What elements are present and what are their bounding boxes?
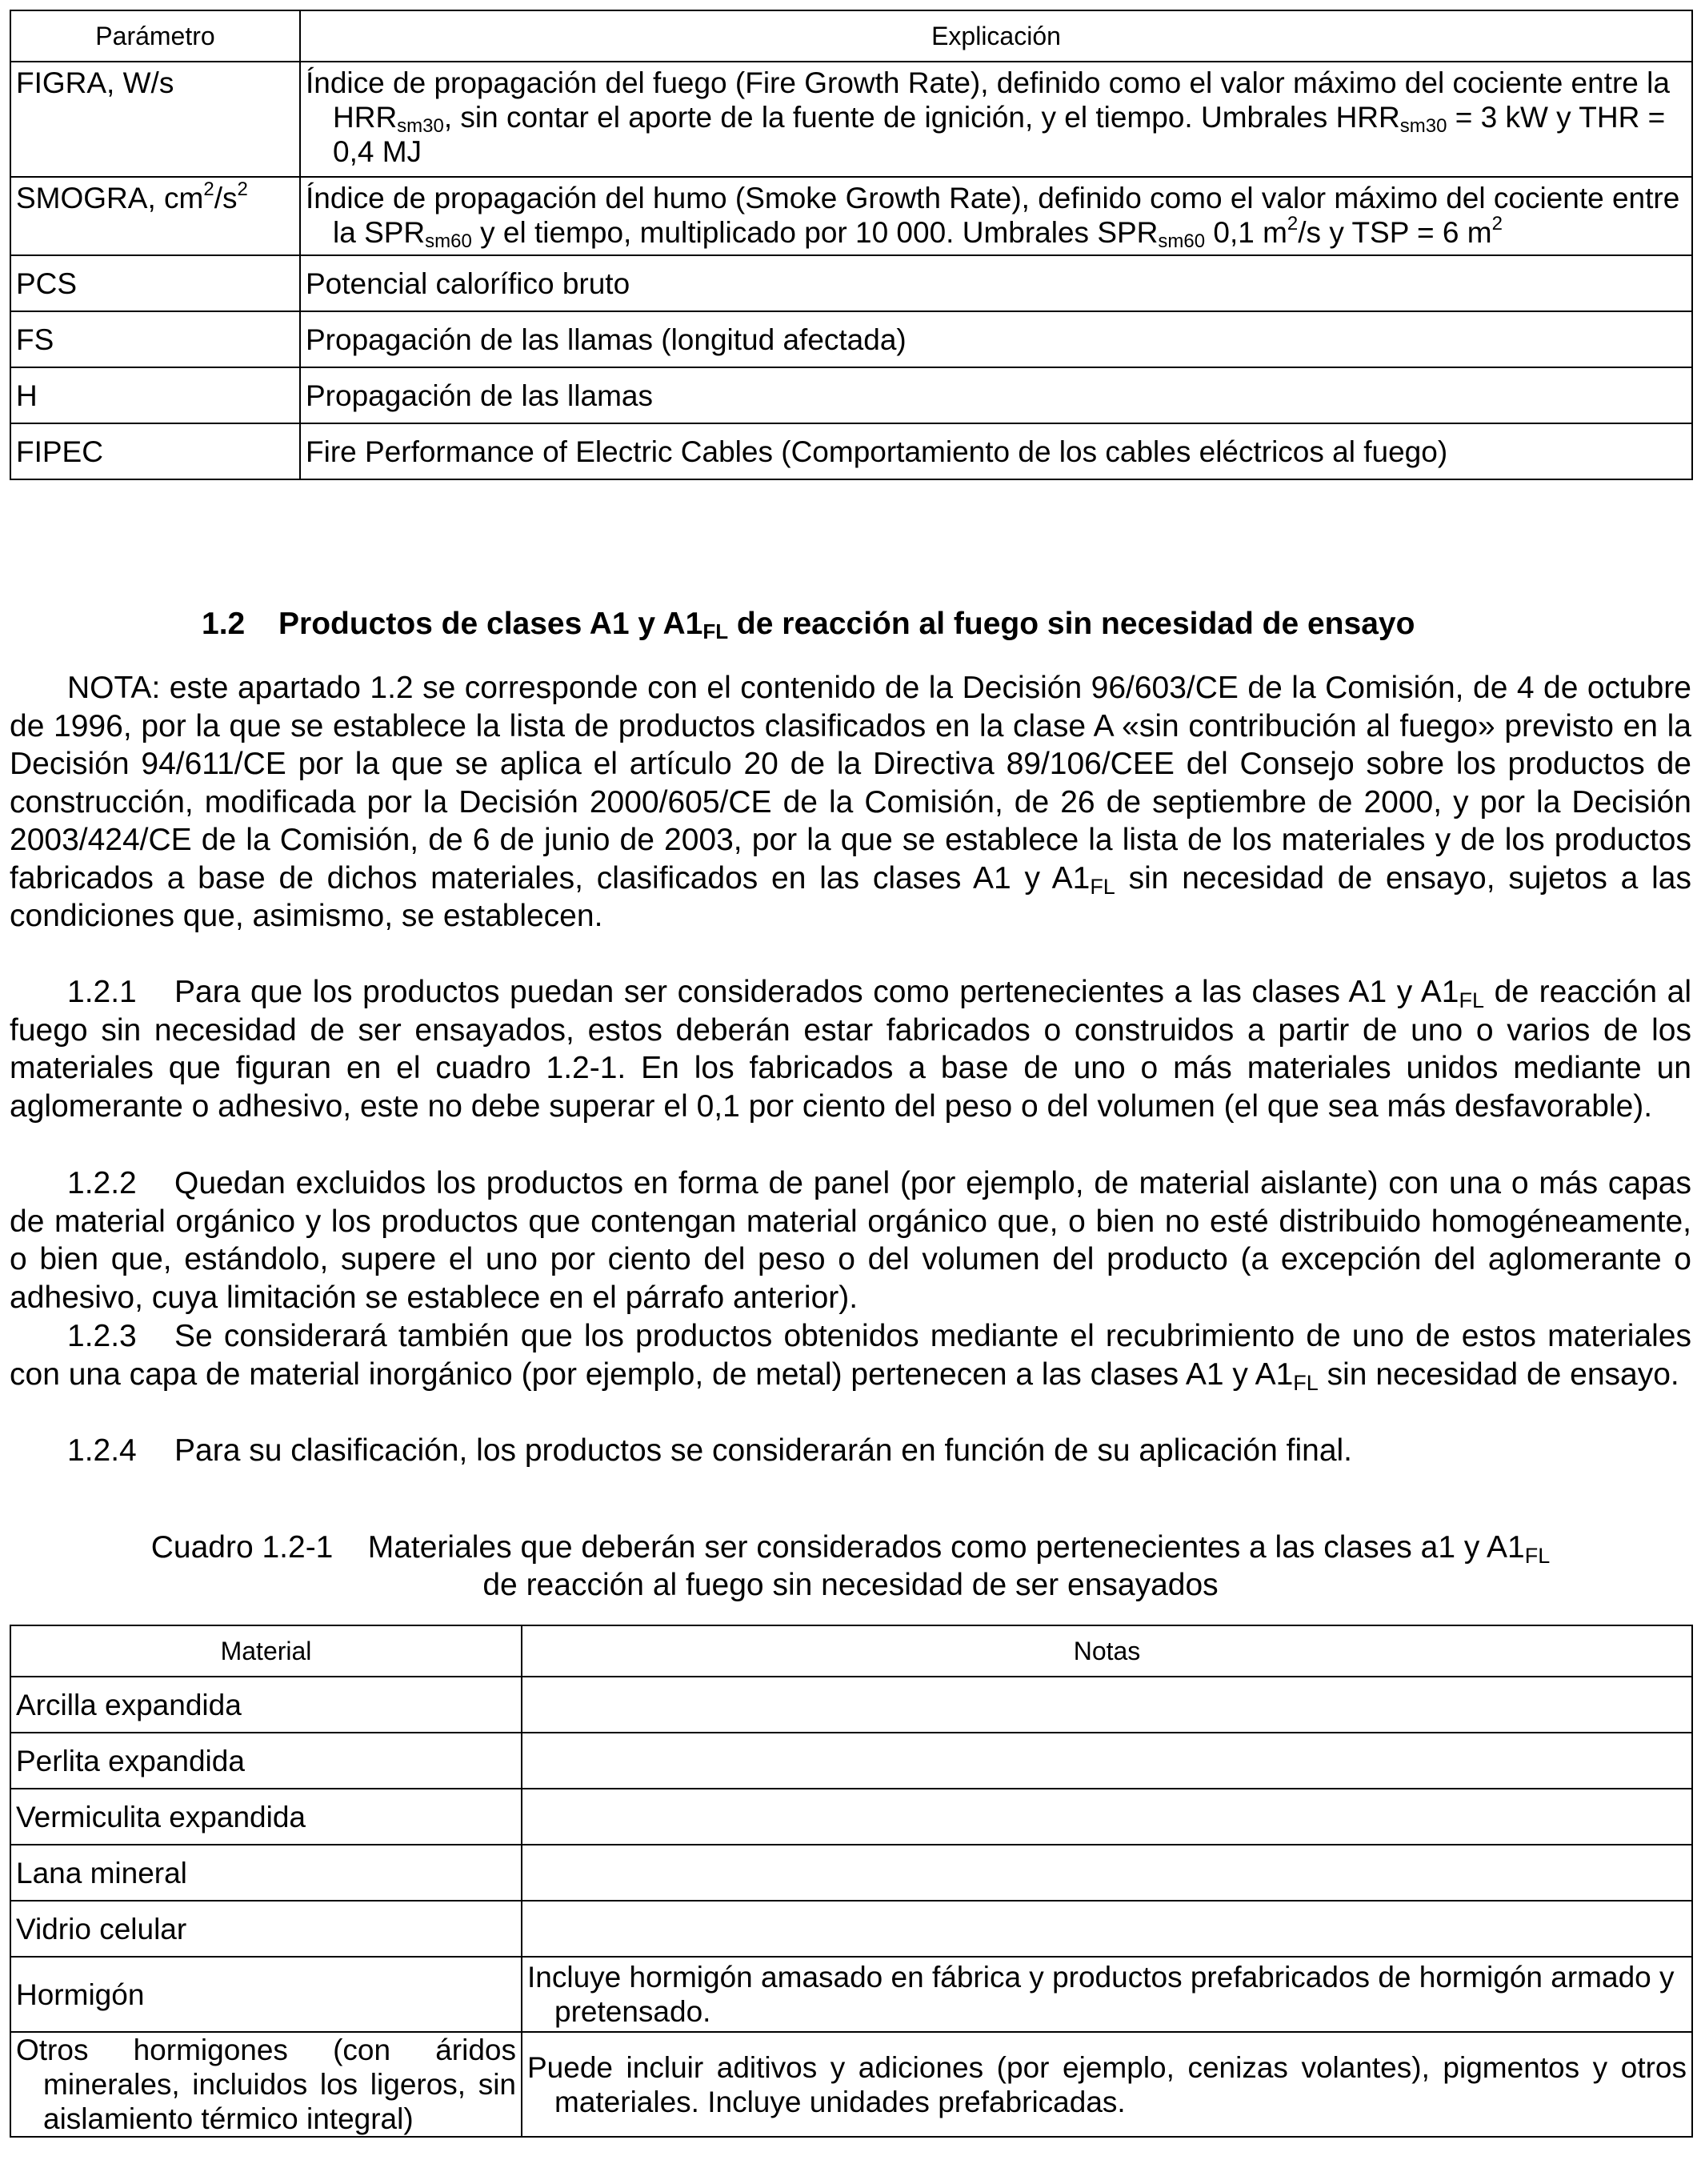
section-number: 1.2 (202, 607, 246, 641)
paragraph-number: 1.2.1 (67, 975, 137, 1009)
notes-cell (522, 1845, 1692, 1901)
paragraph-1-2-1: 1.2.1 Para que los productos puedan ser considerados como pertenecientes a las clases A1 y $A1_{FL}$ de reacción al fuego sin necesidad de ser ensayados, estos deberán estar fabricados o construidos a partir de uno o varios de los materiales que figuran en el cuadro 1.2-1. En los fabricados a base de uno o más materiales unidos mediante un aglomerante o adhesivo, este no debe superar el 0,1 por ciento del peso o del volumen (el que sea más desfavorable). (10, 975, 1691, 1124)
table-caption (10, 1529, 1691, 1604)
explanation-cell: Índice de propagación del fuego (Fire Growth Rate), definido como el valor máximo del cociente entre la $HRR_{sm30}$, sin contar el aporte de la fuente de ignición, y el tiempo. Umbrales $HRR_{sm30} = 3$ kW y THR = 0,4 MJ (300, 62, 1692, 177)
explanation-cell: Propagación de las llamas (300, 367, 1692, 423)
header-material: Material (10, 1625, 522, 1677)
paragraph-1-2-4: 1.2.4 Para su clasificación, los productos se considerarán en función de su aplicación final. (10, 1432, 1691, 1470)
header-explanation: Explicación (300, 10, 1692, 62)
table-row (10, 1957, 1692, 2032)
table-row (10, 255, 1692, 311)
materials-table (10, 1625, 1693, 2138)
paragraph-1-2-3: 1.2.3 Se considerará también que los productos obtenidos mediante el recubrimiento de uno de estos materiales con una capa de material inorgánico (por ejemplo, de metal) pertenecen a las clases A1 y $A1_{FL}$ sin necesidad de ensayo. (10, 1319, 1691, 1395)
table-row (10, 311, 1692, 367)
material-cell: Vidrio celular (10, 1901, 522, 1957)
param-cell: SMOGRA, $cm^2/s^2$ (10, 177, 300, 255)
section-title: Productos de clases A1 y $A1_{FL}$ de reacción al fuego sin necesidad de ensayo (278, 607, 1415, 643)
material-cell: Vermiculita expandida (10, 1789, 522, 1845)
explanation-cell: Fire Performance of Electric Cables (Comportamiento de los cables eléctricos al fuego) (300, 423, 1692, 479)
table-row (10, 2032, 1692, 2137)
param-cell: FIPEC (10, 423, 300, 479)
section-heading (202, 607, 1415, 642)
explanation-cell: Índice de propagación del humo (Smoke Growth Rate), definido como el valor máximo del cociente entre la $SPR_{sm60}$ y el tiempo, multiplicado por 10 000. Umbrales $SPR_{sm60}$ 0,1 $m^2/s$ y TSP = 6 $m^2$ (300, 177, 1692, 255)
table-row (10, 1845, 1692, 1901)
table-row (10, 177, 1692, 255)
param-cell: FS (10, 311, 300, 367)
notes-cell (522, 1733, 1692, 1789)
notes-cell: Puede incluir aditivos y adiciones (por ejemplo, cenizas volantes), pigmentos y otros materiales. Incluye unidades prefabricadas. (522, 2032, 1692, 2137)
param-cell: H (10, 367, 300, 423)
material-cell: Arcilla expandida (10, 1677, 522, 1733)
material-cell: Perlita expandida (10, 1733, 522, 1789)
paragraph-number: 1.2.3 (67, 1319, 137, 1353)
notes-cell (522, 1789, 1692, 1845)
table-row (10, 367, 1692, 423)
param-cell: PCS (10, 255, 300, 311)
notes-cell (522, 1901, 1692, 1957)
table-row (10, 1733, 1692, 1789)
paragraph-number: 1.2.2 (67, 1166, 137, 1200)
header-notes: Notas (522, 1625, 1692, 1677)
parameters-table (10, 10, 1693, 480)
header-param: Parámetro (10, 10, 300, 62)
table-row (10, 423, 1692, 479)
table-row (10, 1677, 1692, 1733)
caption-line-2: de reacción al fuego sin necesidad de ser ensayados (482, 1568, 1219, 1602)
notes-cell (522, 1677, 1692, 1733)
table-header-row (10, 1625, 1692, 1677)
note-paragraph: NOTA: este apartado 1.2 se corresponde con el contenido de la Decisión 96/603/CE de la Comisión, de 4 de octubre de 1996, por la que se establece la lista de productos clasificados en la clase A «sin contribución al fuego» previsto en la Decisión 94/611/CE por la que se aplica el artículo 20 de la Directiva 89/106/CEE del Consejo sobre los productos de construcción, modificada por la Decisión 2000/605/CE de la Comisión, de 26 de septiembre de 2000, y por la Decisión 2003/424/CE de la Comisión, de 6 de junio de 2003, por la que se establece la lista de los materiales y de los productos fabricados a base de dichos materiales, clasificados en las clases A1 y $A1_{FL}$ sin necesidad de ensayo, sujetos a las condiciones que, asimismo, se establecen. (10, 671, 1691, 933)
paragraph-1-2-2: 1.2.2 Quedan excluidos los productos en forma de panel (por ejemplo, de material aislante) con una o más capas de material orgánico y los productos que contengan material orgánico que, o bien no esté distribuido homogéneamente, o bien que, estándolo, supere el uno por ciento del peso o del volumen del producto (a excepción del aglomerante o adhesivo, cuya limitación se establece en el párrafo anterior). (10, 1166, 1691, 1315)
notes-cell: Incluye hormigón amasado en fábrica y productos prefabricados de hormigón armado y pretensado. (522, 1957, 1692, 2032)
table-row (10, 1901, 1692, 1957)
explanation-cell: Potencial calorífico bruto (300, 255, 1692, 311)
material-cell: Hormigón (10, 1957, 522, 2032)
param-cell: FIGRA, W/s (10, 62, 300, 177)
material-cell: Lana mineral (10, 1845, 522, 1901)
paragraph-number: 1.2.4 (67, 1433, 137, 1468)
table-row (10, 62, 1692, 177)
caption-line-1: Cuadro 1.2-1 Materiales que deberán ser considerados como pertenecientes a las clases a1 y $A1_{FL}$ (150, 1530, 1551, 1568)
table-row (10, 1789, 1692, 1845)
explanation-cell: Propagación de las llamas (longitud afectada) (300, 311, 1692, 367)
table-header-row (10, 10, 1692, 62)
material-cell: Otros hormigones (con áridos minerales, incluidos los ligeros, sin aislamiento térmico integral) (10, 2032, 522, 2137)
